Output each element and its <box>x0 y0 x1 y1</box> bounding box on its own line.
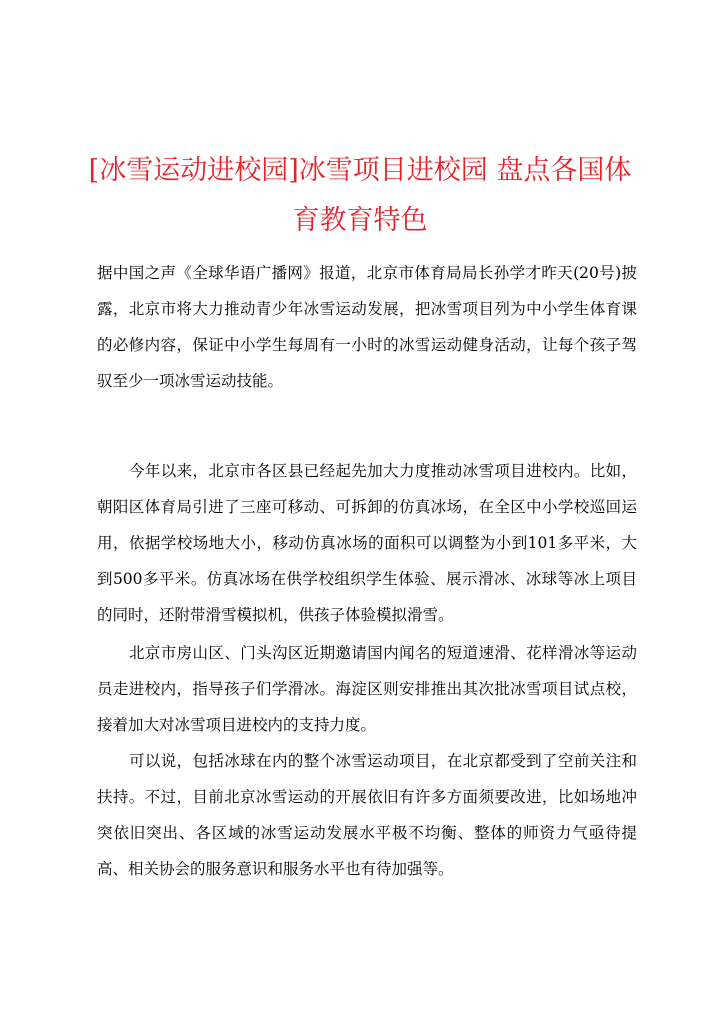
document-title: [冰雪运动进校园]冰雪项目进校园 盘点各国体育教育特色 <box>88 155 632 236</box>
paragraph-intro: 据中国之声《全球华语广播网》报道，北京市体育局局长孙学才昨天(20号)披露，北京市将大力推动青少年冰雪运动发展，把冰雪项目列为中小学生体育课的必修内容，保证中小学生每周有一小时的冰雪运动健身活动，让每个孩子驾驭至少一项冰雪运动技能。 <box>97 264 637 390</box>
paragraph-conclusion: 可以说，包括冰球在内的整个冰雪运动项目，在北京都受到了空前关注和扶持。不过，目前北京冰雪运动的开展依旧有许多方面须要改进，比如场地冲突依旧突出、各区域的冰雪运动发展水平极不均衡、整体的师资力气亟待提高、相关协会的服务意识和服务水平也有待加强等。 <box>97 752 637 878</box>
paragraph-chaoyang: 今年以来，北京市各区县已经起先加大力度推动冰雪项目进校内。比如，朝阳区体育局引进了三座可移动、可拆卸的仿真冰场，在全区中小学校巡回运用，依据学校场地大小，移动仿真冰场的面积可以调整为小到101多平米，大到500多平米。仿真冰场在供学校组织学生体验、展示滑冰、冰球等冰上项目的同时，还附带滑雪模拟机，供孩子体验模拟滑雪。 <box>97 462 637 624</box>
paragraph-fangshan: 北京市房山区、门头沟区近期邀请国内闻名的短道速滑、花样滑冰等运动员走进校内，指导孩子们学滑冰。海淀区则安排推出其次批冰雪项目试点校，接着加大对冰雪项目进校内的支持力度。 <box>97 644 637 734</box>
